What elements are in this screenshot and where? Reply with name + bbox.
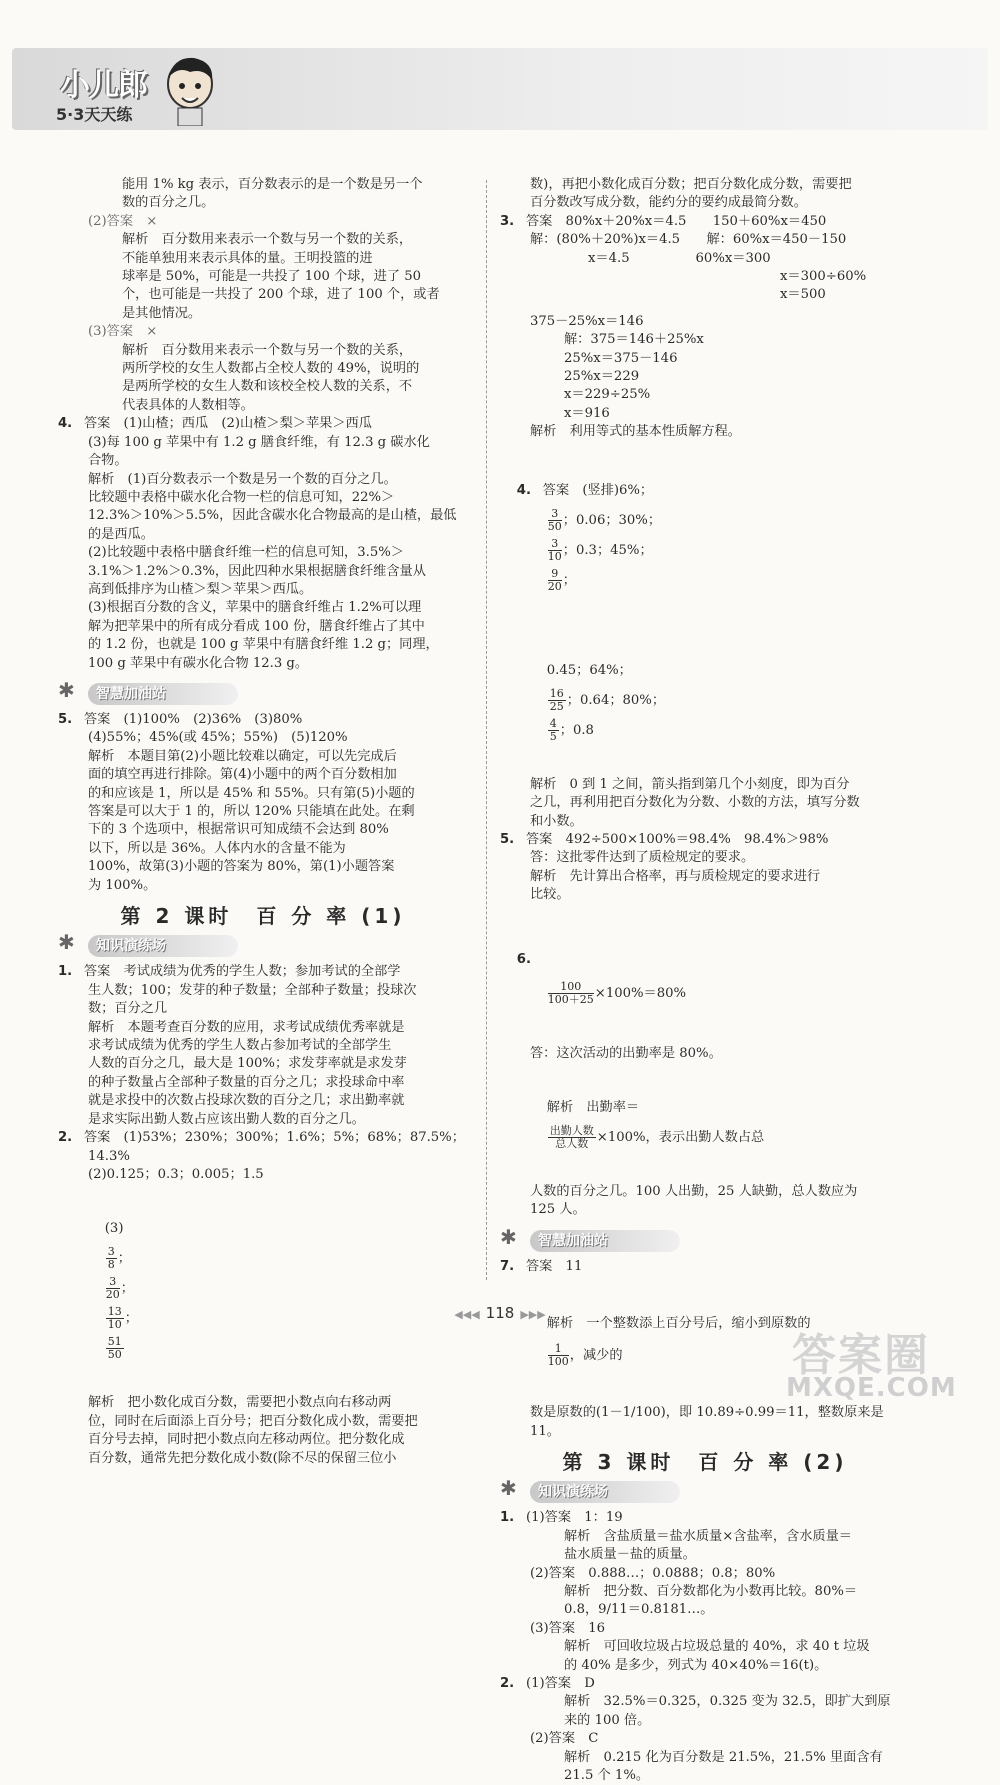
- star-icon: ✱: [58, 930, 75, 955]
- text-line: 球率是 50%，可能是一共投了 100 个球，进了 50: [122, 269, 422, 285]
- text-line: 解析 利用等式的基本性质解方程。: [530, 424, 741, 440]
- text-line: 的种子数量占全部种子数量的百分之几；求投球命中率: [88, 1074, 405, 1090]
- text-fragment: ×100%＝80%: [594, 985, 687, 1001]
- text-line: 解析 百分数用来表示一个数与另一个数的关系，: [122, 342, 413, 358]
- question-7: [500, 1258, 910, 1276]
- text-line: 解析 含盐质量＝盐水质量×含盐率，含水质量＝: [564, 1528, 852, 1544]
- text-line: 代表具体的人数相等。: [122, 397, 254, 413]
- text-line: 解析 0 到 1 之间，箭头指到第几个小刻度，即为百分: [530, 776, 850, 792]
- question-number: 7.: [500, 1258, 515, 1274]
- text-line: 求考试成绩为优秀的学生人数占参加考试的全部学生: [88, 1038, 392, 1054]
- brand-subtitle: 5·3天天练: [56, 105, 133, 124]
- fraction-line: [500, 626, 910, 776]
- text-line: 答案 11: [526, 1258, 583, 1274]
- text-line: (4)55%；45%(或 45%；55%) (5)120%: [88, 730, 348, 746]
- text-line: 解析 本题目第(2)小题比较难以确定，可以先完成后: [88, 748, 397, 764]
- text-line: (2)答案 C: [530, 1731, 599, 1747]
- text-fragment: 解析 出勤率＝: [546, 1099, 640, 1115]
- text-line: 面的填空再进行排除。第(4)小题中的两个百分数相加: [88, 767, 397, 783]
- next-arrows-icon: ▶▶▶: [520, 1308, 546, 1321]
- text-line: 14.3%: [88, 1148, 130, 1164]
- watermark-url: MXQE.COM: [786, 1373, 957, 1403]
- watermark-text: 答案圈: [792, 1330, 930, 1381]
- text-line: 是求实际出勤人数占应该出勤人数的百分之几。: [88, 1111, 365, 1127]
- text-line: (3)每 100 g 苹果中有 1.2 g 膳食纤维，有 12.3 g 碳水化: [88, 434, 430, 450]
- question-number: 5.: [58, 711, 73, 727]
- text-line: 答案 (1)53%；230%；300%；1.6%；5%；68%；87.5%；: [84, 1130, 465, 1146]
- watermark: [782, 1319, 972, 1409]
- text-line: 高到低排序为山楂＞梨＞苹果＞西瓜。: [88, 581, 313, 597]
- text-line: 解：(80%＋20%)x＝4.5 解：60%x＝450－150: [530, 232, 847, 248]
- text-line: 375－25%x＝146: [530, 313, 644, 329]
- text-line: 解析 可回收垃圾占垃圾总量的 40%，求 40 t 垃圾: [564, 1639, 870, 1655]
- text-line: (3)根据百分数的含义，苹果中的膳食纤维占 1.2%可以理: [88, 600, 422, 616]
- question-2: [500, 1675, 910, 1693]
- text-line: 0.8，9/11＝0.8181…。: [564, 1602, 714, 1618]
- fraction: $\frac{16}{25}$: [549, 686, 564, 713]
- section-banner-title: 智慧加油站: [538, 1232, 608, 1249]
- section-banner-practice: [500, 1476, 910, 1503]
- text-line: 不能单独用来表示具体的量。王明投篮的进: [122, 250, 373, 266]
- text-line: x＝4.5 60%x＝300: [588, 250, 771, 266]
- text-fragment: ；0.06；30%；: [562, 512, 662, 528]
- text-line: 3.1%＞1.2%＞0.3%，因此四种水果根据膳食纤维含量从: [88, 563, 426, 579]
- page-number: 118: [485, 1304, 515, 1322]
- question-1: [500, 1509, 910, 1527]
- question-5: [500, 831, 910, 849]
- text-line: 25%x＝375－146: [564, 350, 678, 366]
- question-number: 4.: [516, 482, 531, 498]
- text-line: (2)0.125；0.3；0.005；1.5: [88, 1166, 264, 1182]
- fraction: $\frac{100}{100+25}$: [547, 979, 594, 1006]
- prev-arrows-icon: ◀◀◀: [454, 1308, 480, 1321]
- text-line: 的和应该是 1，所以是 45% 和 55%。只有第(5)小题的: [88, 785, 415, 801]
- text-line: 个，也可能是一共投了 200 个球，进了 100 个，或者: [122, 287, 440, 303]
- question-number: 1.: [500, 1510, 515, 1526]
- star-icon: ✱: [500, 1224, 517, 1249]
- text-line: 盐水质量－盐的质量。: [564, 1547, 696, 1563]
- text-line: 百分号去掉，同时把小数点向左移动两位。把分数化成: [88, 1432, 405, 1448]
- section-banner-bonus: [500, 1224, 910, 1252]
- text-line: 是其他情况。: [122, 305, 202, 321]
- text-line: 答案 (1)100% (2)36% (3)80%: [84, 711, 303, 727]
- fraction: $\frac{3}{10}$: [547, 536, 562, 563]
- question-number: 5.: [500, 831, 515, 847]
- text-line: x＝300÷60%: [780, 269, 867, 285]
- text-line: 之几，再利用把百分数化为分数、小数的方法，填写分数: [530, 795, 860, 811]
- text-line: 合物。: [88, 453, 128, 469]
- text-line: (3)答案 16: [530, 1620, 606, 1636]
- fraction: $\frac{4}{5}$: [549, 716, 557, 743]
- text-line: 12.3%＞10%＞5.5%，因此含碳水化合物最高的是山楂，最低: [88, 508, 457, 524]
- fraction: $\frac{9}{20}$: [547, 566, 562, 593]
- text-line: (2)答案 0.888…；0.0888；0.8；80%: [530, 1565, 776, 1581]
- text-line: 100%，故第(3)小题的答案为 80%，第(1)小题答案: [88, 859, 395, 875]
- text-line: 解析 (1)百分数表示一个数是另一个数的百分之几。: [88, 471, 397, 487]
- fraction-line: [500, 1063, 910, 1183]
- text-fragment: 答案 (竖排)6%；: [542, 482, 654, 498]
- text-line: 答：这批零件达到了质检规定的要求。: [530, 850, 755, 866]
- text-line: (1)答案 1：19: [526, 1510, 623, 1526]
- text-fragment: ，减少的: [569, 1348, 623, 1364]
- text-line: 数是原数的(1－1/100)，即 10.89÷0.99＝11，整数原来是 11。: [530, 1405, 888, 1439]
- section-banner-title: 知识演练场: [538, 1484, 608, 1501]
- text-line: 数的百分之几。: [122, 195, 215, 211]
- fraction: $\frac{3}{20}$: [105, 1275, 120, 1302]
- fraction: $\frac{13}{10}$: [107, 1305, 122, 1332]
- section-banner-title: 知识演练场: [96, 938, 166, 955]
- text-line: 能用 1% kg 表示，百分数表示的是一个数是另一个: [122, 177, 423, 192]
- question-number: 4.: [58, 416, 73, 432]
- fraction: $\frac{51}{50}$: [107, 1335, 122, 1362]
- text-line: 来的 100 倍。: [564, 1712, 651, 1728]
- text-line: 解析 百分数用来表示一个数与另一个数的关系，: [122, 232, 413, 248]
- text-fragment: 解析 一个整数添上百分号后，缩小到原数的: [546, 1316, 811, 1332]
- question-5: [58, 711, 468, 729]
- text-line: 比较。: [530, 887, 570, 903]
- question-4: [58, 415, 468, 433]
- text-line: 解析 先计算出合格率，再与质检规定的要求进行: [530, 868, 821, 884]
- text-line: 以下，所以是 36%。人体内水的含量不能为: [88, 840, 346, 856]
- answer-line: (3)答案 ×: [88, 324, 158, 340]
- text-line: 两所学校的女生人数都占全校人数的 49%，说明的: [122, 361, 420, 377]
- text-fragment: ×100%，表示出勤人数占总: [596, 1129, 765, 1145]
- question-number: 1.: [58, 964, 73, 980]
- question-number: 6.: [516, 951, 531, 967]
- text-line: x＝916: [564, 405, 610, 421]
- question-number: 2.: [58, 1130, 73, 1146]
- text-fragment: ；0.8: [559, 722, 594, 738]
- text-line: 答：这次活动的出勤率是 80%。: [530, 1045, 722, 1061]
- text-line: 数；百分之几: [88, 1001, 168, 1017]
- text-line: 答案 (1)山楂；西瓜 (2)山楂＞梨＞苹果＞西瓜: [84, 416, 372, 432]
- text-line: 是两所学校的女生人数和该校全校人数的关系，不: [122, 379, 413, 395]
- text-line: 答案 考试成绩为优秀的学生人数；参加考试的全部学: [84, 964, 401, 980]
- text-line: 百分数改写成分数，能约分的要约成最简分数。: [530, 195, 807, 211]
- text-line: 下的 3 个选项中，根据常识可知成绩不会达到 80%: [88, 822, 389, 838]
- lesson-title: 第 2 课时 百 分 率 (1): [120, 904, 406, 929]
- text-line: x＝229÷25%: [564, 387, 651, 403]
- text-fragment: (3): [104, 1221, 124, 1237]
- text-line: 解析 0.215 化为百分数是 21.5%，21.5% 里面含有: [564, 1749, 883, 1765]
- text-line: 人数的百分之几。100 人出勤，25 人缺勤，总人数应为: [530, 1183, 858, 1199]
- text-line: 就是求投中的次数占投球次数的百分之几；求出勤率就: [88, 1093, 405, 1109]
- text-fragment: 0.45；64%；: [546, 662, 632, 678]
- text-line: 为 100%。: [88, 877, 157, 893]
- text-line: 生人数；100；发芽的种子数量；全部种子数量；投球次: [88, 982, 417, 998]
- text-line: 21.5 个 1%。: [564, 1768, 650, 1784]
- text-line: (1)答案 D: [526, 1676, 595, 1692]
- text-line: x＝500: [780, 287, 826, 303]
- question-6: [500, 909, 910, 1045]
- text-line: 的 1.2 份，也就是 100 g 苹果中有膳食纤维 1.2 g；同理，: [88, 637, 439, 653]
- text-line: 解析 把分数、百分数都化为小数再比较。80%＝: [564, 1584, 858, 1599]
- brand-name: 小儿郎: [60, 68, 147, 103]
- section-banner-practice: [58, 930, 468, 957]
- text-line: 解析 本题考查百分数的应用，求考试成绩优秀率就是: [88, 1019, 405, 1035]
- text-line: 和小数。: [530, 813, 583, 829]
- question-2: [58, 1129, 468, 1147]
- text-line: 的 40% 是多少，列式为 40×40%＝16(t)。: [564, 1657, 828, 1673]
- question-number: 2.: [500, 1676, 515, 1692]
- right-column: [500, 176, 910, 1785]
- fraction-line: (3) $\frac{3}{8}$ ； $\frac{3}{20}$ ； $\frac{13}{10}$ ； $\frac{51}{50}$: [104, 1221, 138, 1362]
- text-line: 解析 32.5%＝0.325，0.325 变为 32.5，即扩大到原: [564, 1694, 891, 1710]
- fraction: $\frac{3}{50}$: [547, 506, 562, 533]
- text-line: (2)比较题中表格中膳食纤维一栏的信息可知，3.5%＞: [88, 545, 404, 561]
- text-fragment: ；0.3；45%；: [562, 542, 653, 558]
- star-icon: ✱: [500, 1476, 517, 1501]
- question-number: 3.: [500, 213, 515, 229]
- question-4: 4. 答案 (竖排)6%； $\frac{3}{50}$ ；0.06；30%； $\frac{3}{10}$ ；0.3；45%； $\frac{9}{20}$ ；: [500, 446, 910, 626]
- text-line: 百分数，通常先把分数化成小数(除不尽的保留三位小: [88, 1450, 397, 1466]
- section-banner-title: 智慧加油站: [96, 685, 166, 702]
- question-3: [500, 213, 910, 231]
- answer-line: (2)答案 ×: [88, 213, 158, 229]
- text-line: 解：375＝146＋25%x: [564, 332, 704, 348]
- text-line: 比较题中表格中碳水化合物一栏的信息可知，22%＞: [88, 489, 395, 505]
- mascot-icon: [160, 54, 220, 126]
- text-line: 答案 80%x＋20%x＝4.5 150＋60%x＝450: [526, 213, 827, 229]
- text-line: 答案 492÷500×100%＝98.4% 98.4%＞98%: [526, 831, 829, 847]
- star-icon: ✱: [58, 677, 75, 702]
- text-line: 125 人。: [530, 1202, 586, 1218]
- text-line: 解析 把小数化成百分数，需要把小数点向右移动两: [88, 1395, 392, 1411]
- text-line: 数)，再把小数化成百分数；把百分数化成分数，需要把: [530, 177, 852, 192]
- fraction: $\frac{3}{8}$: [107, 1245, 115, 1272]
- section-banner-bonus: [58, 677, 468, 705]
- text-line: 解为把苹果中的所有成分看成 100 份，膳食纤维占了其中: [88, 618, 425, 634]
- text-line: 100 g 苹果中有碳水化合物 12.3 g。: [88, 655, 309, 671]
- question-1: [58, 963, 468, 981]
- text-line: 的是西瓜。: [88, 526, 154, 542]
- fraction: $\frac{\text{出勤人数}}{\text{总人数}}$: [549, 1123, 594, 1150]
- fraction: $\frac{1}{100}$: [547, 1342, 569, 1369]
- lesson-title: 第 3 课时 百 分 率 (2): [562, 1449, 848, 1474]
- text-line: 25%x＝229: [564, 369, 640, 385]
- column-divider: [486, 180, 487, 1280]
- left-column: [58, 176, 468, 1468]
- text-fragment: ；0.64；80%；: [566, 692, 666, 708]
- text-line: 位，同时在后面添上百分号；把百分数化成小数，需要把: [88, 1413, 418, 1429]
- text-line: 人数的百分之几，最大是 100%；求发芽率就是求发芽: [88, 1056, 407, 1072]
- text-line: 答案是可以大于 1 的，所以 120% 只能填在此处。在剩: [88, 804, 415, 819]
